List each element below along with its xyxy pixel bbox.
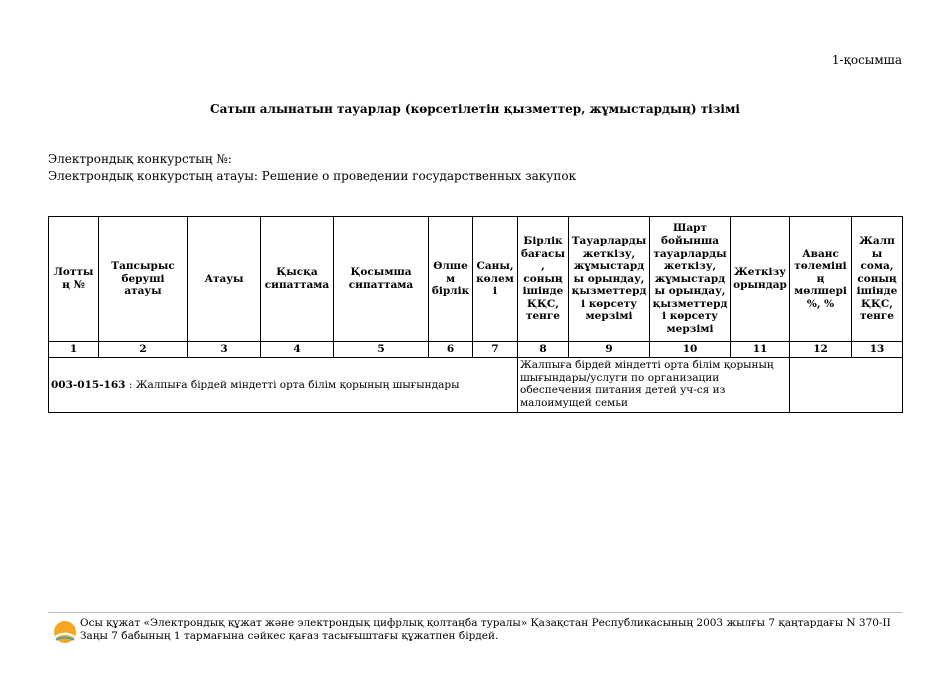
header-cell: Қысқа сипаттама: [261, 217, 334, 342]
lot-empty-cell: [790, 358, 903, 413]
tender-name-line: Электрондық конкурстың атауы: Решение о проведении государственных закупок: [48, 169, 577, 183]
header-cell: Шарт бойынша тауарларды жеткізу, жұмыстарды орындау, қызметтерді көрсету мерзімі: [650, 217, 731, 342]
header-cell: Аванс төлемінің мөлшері %, %: [790, 217, 852, 342]
header-cell: Атауы: [188, 217, 261, 342]
column-number: 7: [473, 342, 518, 358]
table-header-row: [49, 217, 903, 342]
header-cell: Лоттың №: [49, 217, 99, 342]
column-number-row: [49, 342, 903, 358]
lot-info-cell: [49, 358, 518, 413]
header-cell: Бірлік бағасы, соның ішінде ҚҚС, тенге: [518, 217, 569, 342]
column-number: 2: [99, 342, 188, 358]
header-cell: Тауарларды жеткізу, жұмыстарды орындау, қызметтерді көрсету мерзімі: [569, 217, 650, 342]
column-number: 8: [518, 342, 569, 358]
column-number: 9: [569, 342, 650, 358]
appendix-label: 1-қосымша: [831, 53, 902, 67]
lot-name: Жалпыға бірдей міндетті орта білім қорының шығындары: [135, 378, 460, 391]
lot-row: [49, 358, 903, 413]
column-number: 13: [852, 342, 903, 358]
lot-separator: :: [125, 378, 136, 391]
column-number: 5: [334, 342, 429, 358]
footer-note: Осы құжат «Электрондық құжат және электрондық цифрлық қолтаңба туралы» Қазақстан Республикасының 2003 жылғы 7 қаңтардағы N 370-II Заңы 7 бабының 1 тармағына сәйкес қағаз тасығыштағы құжатпен бірдей.: [80, 617, 891, 642]
tender-number-line: Электрондық конкурстың №:: [48, 152, 232, 166]
column-number: 11: [731, 342, 790, 358]
column-number: 12: [790, 342, 852, 358]
lot-code: 003-015-163: [51, 378, 126, 391]
page-title: Сатып алынатын тауарлар (көрсетілетін қызметтер, жұмыстардың) тізімі: [210, 102, 740, 116]
header-cell: Саны, көлемі: [473, 217, 518, 342]
header-cell: Өлшем бірлік: [429, 217, 473, 342]
column-number: 3: [188, 342, 261, 358]
column-number: 1: [49, 342, 99, 358]
column-number: 4: [261, 342, 334, 358]
items-table: [48, 216, 903, 413]
egov-sun-logo-icon: [52, 619, 78, 645]
column-number: 6: [429, 342, 473, 358]
lot-description: Жалпыға бірдей міндетті орта білім қорының шығындары/услуги по организации обеспечения питания детей уч-ся из малоимущей семьи: [518, 358, 790, 413]
header-cell: Қосымша сипаттама: [334, 217, 429, 342]
column-number: 10: [650, 342, 731, 358]
header-cell: Жалпы сома, соның ішінде ҚҚС, тенге: [852, 217, 903, 342]
header-cell: Тапсырыс беруші атауы: [99, 217, 188, 342]
header-cell: Жеткізу орындар: [731, 217, 790, 342]
footer: [48, 612, 902, 642]
